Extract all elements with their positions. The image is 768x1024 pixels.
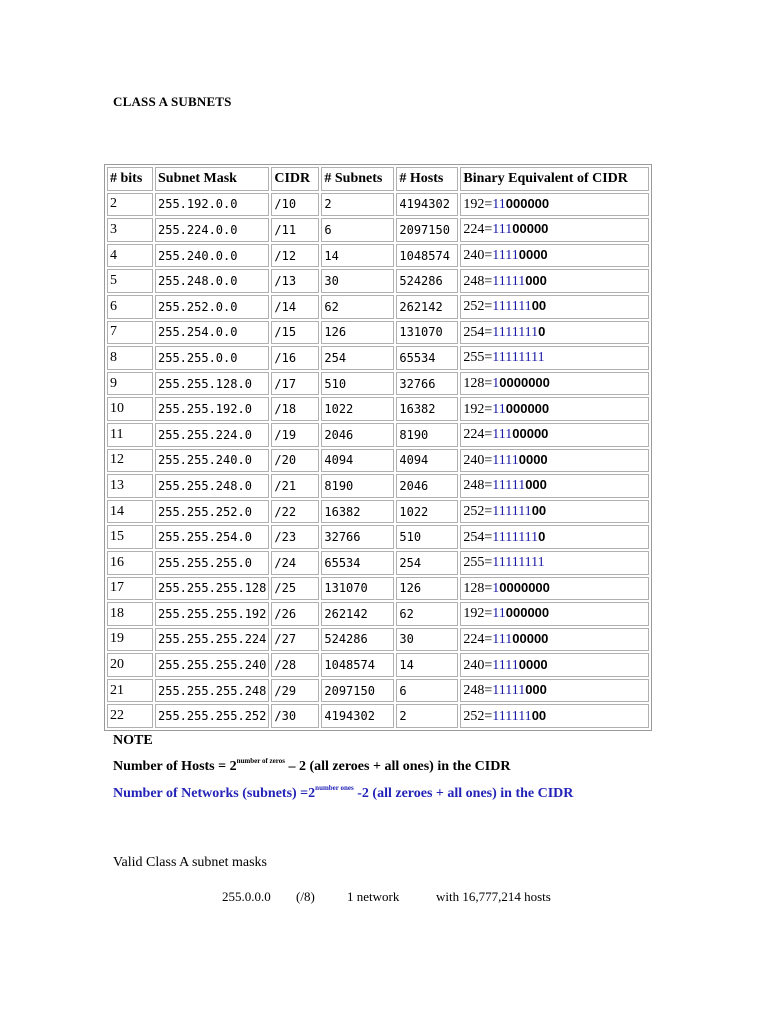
note-heading: NOTE [113,733,153,748]
binary-prefix: 192= [463,196,493,212]
binary-prefix: 252= [463,708,493,724]
cell-binary [460,372,649,396]
page-title: CLASS A SUBNETS [113,94,232,109]
cell-subnets: 6 [321,218,394,242]
binary-ones: 1111111 [492,324,539,340]
cell-subnets: 2 [321,193,394,217]
cell-bits: 19 [107,628,153,652]
cell-hosts: 4194302 [396,193,458,217]
cell-hosts: 1048574 [396,244,458,268]
binary-prefix: 240= [463,657,493,673]
cell-binary [460,525,649,549]
cell-binary [460,346,649,370]
networks-formula-exponent: number ones [315,784,354,792]
binary-ones: 1111 [492,657,519,673]
cell-cidr: /22 [271,500,319,524]
table-row [107,628,649,652]
valid-networks: 1 network [347,889,400,904]
cell-cidr: /26 [271,602,319,626]
cell-bits: 11 [107,423,153,447]
cell-bits: 17 [107,577,153,601]
cell-subnet-mask: 255.255.255.248 [155,679,269,703]
header-subnet-mask: Subnet Mask [155,167,269,191]
binary-zeros: 0 [538,528,546,544]
cell-subnet-mask: 255.255.224.0 [155,423,269,447]
cell-cidr: /19 [271,423,319,447]
cell-bits: 9 [107,372,153,396]
binary-zeros: 0 [538,323,546,339]
header-subnets: # Subnets [321,167,394,191]
binary-ones: 1111111 [492,529,539,545]
cell-cidr: /28 [271,653,319,677]
cell-hosts: 510 [396,525,458,549]
cell-cidr: /11 [271,218,319,242]
cell-subnet-mask: 255.255.255.240 [155,653,269,677]
binary-ones: 111111 [492,708,532,724]
cell-binary [460,577,649,601]
table-row [107,244,649,268]
binary-ones: 11111111 [492,555,545,571]
binary-prefix: 255= [463,555,493,571]
header-binary: Binary Equivalent of CIDR [460,167,649,191]
binary-ones: 111111 [492,504,532,520]
cell-subnets: 65534 [321,551,394,575]
binary-prefix: 240= [463,452,493,468]
cell-cidr: /29 [271,679,319,703]
binary-zeros: 0000 [518,247,548,263]
binary-zeros: 000 [525,477,547,493]
cell-binary [460,653,649,677]
table-row [107,653,649,677]
binary-prefix: 255= [463,350,493,366]
table-row [107,397,649,421]
cell-cidr: /24 [271,551,319,575]
table-row [107,679,649,703]
binary-zeros: 00 [531,707,547,723]
cell-binary [460,500,649,524]
cell-bits: 10 [107,397,153,421]
cell-hosts: 126 [396,577,458,601]
binary-ones: 11 [492,401,506,417]
cell-binary [460,269,649,293]
binary-zeros: 00000 [512,221,549,237]
cell-subnets: 510 [321,372,394,396]
binary-ones: 1111 [492,452,519,468]
cell-hosts: 2046 [396,474,458,498]
cell-binary [460,193,649,217]
binary-ones: 111 [492,222,513,238]
cell-cidr: /15 [271,321,319,345]
cell-bits: 6 [107,295,153,319]
cell-bits: 22 [107,704,153,728]
cell-subnet-mask: 255.255.240.0 [155,449,269,473]
cell-bits: 7 [107,321,153,345]
cell-subnet-mask: 255.255.192.0 [155,397,269,421]
binary-zeros: 000000 [505,195,550,211]
cell-cidr: /10 [271,193,319,217]
table-row [107,423,649,447]
cell-bits: 15 [107,525,153,549]
cell-subnets: 262142 [321,602,394,626]
cell-binary [460,679,649,703]
cell-subnets: 62 [321,295,394,319]
binary-ones: 1111 [492,248,519,264]
networks-formula [113,784,573,802]
cell-subnets: 254 [321,346,394,370]
cell-hosts: 14 [396,653,458,677]
table-row [107,295,649,319]
cell-subnets: 1048574 [321,653,394,677]
cell-bits: 4 [107,244,153,268]
cell-binary [460,423,649,447]
table-header-row [107,167,649,191]
binary-prefix: 252= [463,504,493,520]
cell-bits: 13 [107,474,153,498]
binary-ones: 11111 [492,478,526,494]
cell-cidr: /12 [271,244,319,268]
cell-binary [460,474,649,498]
cell-subnet-mask: 255.255.248.0 [155,474,269,498]
binary-prefix: 192= [463,401,493,417]
table-row [107,577,649,601]
cell-bits: 20 [107,653,153,677]
cell-hosts: 16382 [396,397,458,421]
binary-prefix: 248= [463,273,493,289]
cell-hosts: 8190 [396,423,458,447]
cell-hosts: 30 [396,628,458,652]
cell-cidr: /23 [271,525,319,549]
header-cidr: CIDR [271,167,319,191]
valid-cidr: (/8) [296,889,315,904]
binary-prefix: 254= [463,324,493,340]
cell-hosts: 254 [396,551,458,575]
binary-ones: 111111 [492,299,532,315]
networks-formula-lead: Number of Networks (subnets) =2 [113,786,316,801]
binary-zeros: 00 [531,298,547,314]
cell-hosts: 1022 [396,500,458,524]
cell-cidr: /30 [271,704,319,728]
cell-cidr: /27 [271,628,319,652]
cell-subnet-mask: 255.255.128.0 [155,372,269,396]
binary-zeros: 0000000 [499,375,550,391]
table-row [107,704,649,728]
binary-prefix: 254= [463,529,493,545]
cell-subnet-mask: 255.240.0.0 [155,244,269,268]
cell-subnet-mask: 255.255.255.0 [155,551,269,575]
binary-zeros: 000000 [505,400,550,416]
cell-subnet-mask: 255.192.0.0 [155,193,269,217]
cell-subnets: 16382 [321,500,394,524]
cell-cidr: /25 [271,577,319,601]
table-row [107,218,649,242]
cell-hosts: 524286 [396,269,458,293]
cell-bits: 12 [107,449,153,473]
binary-zeros: 000000 [505,605,550,621]
cell-cidr: /17 [271,372,319,396]
cell-subnets: 2046 [321,423,394,447]
cell-cidr: /14 [271,295,319,319]
cell-hosts: 65534 [396,346,458,370]
cell-subnet-mask: 255.224.0.0 [155,218,269,242]
binary-prefix: 128= [463,580,493,596]
cell-subnet-mask: 255.255.0.0 [155,346,269,370]
hosts-formula [113,751,511,774]
cell-bits: 18 [107,602,153,626]
cell-binary [460,449,649,473]
cell-subnets: 32766 [321,525,394,549]
binary-zeros: 00000 [512,630,549,646]
binary-prefix: 224= [463,631,493,647]
valid-mask: 255.0.0.0 [222,889,271,904]
binary-zeros: 000 [525,272,547,288]
cell-cidr: /13 [271,269,319,293]
table-row [107,269,649,293]
cell-subnet-mask: 255.248.0.0 [155,269,269,293]
cell-bits: 2 [107,193,153,217]
cell-subnets: 524286 [321,628,394,652]
binary-prefix: 240= [463,248,493,264]
cell-subnets: 30 [321,269,394,293]
binary-ones: 11 [492,196,506,212]
cell-subnets: 1022 [321,397,394,421]
cell-hosts: 32766 [396,372,458,396]
binary-prefix: 248= [463,478,493,494]
binary-ones: 11111 [492,273,526,289]
binary-prefix: 224= [463,222,493,238]
cell-hosts: 6 [396,679,458,703]
cell-subnets: 14 [321,244,394,268]
cell-binary [460,551,649,575]
cell-cidr: /21 [271,474,319,498]
cell-hosts: 2 [396,704,458,728]
cell-subnets: 8190 [321,474,394,498]
cell-bits: 14 [107,500,153,524]
cell-hosts: 2097150 [396,218,458,242]
cell-hosts: 262142 [396,295,458,319]
binary-prefix: 192= [463,606,493,622]
hosts-formula-lead: Number of Hosts = 2 [113,759,237,774]
binary-ones: 111 [492,427,513,443]
cell-bits: 8 [107,346,153,370]
binary-ones: 11 [492,606,506,622]
table-row [107,193,649,217]
table-row [107,551,649,575]
note-block [113,731,511,774]
binary-zeros: 0000000 [499,579,550,595]
table-row [107,525,649,549]
cell-subnets: 126 [321,321,394,345]
hosts-formula-tail: – 2 (all zeroes + all ones) in the CIDR [284,759,511,774]
cell-hosts: 131070 [396,321,458,345]
cell-subnets: 2097150 [321,679,394,703]
table-row [107,372,649,396]
binary-ones: 11111111 [492,350,545,366]
cell-subnet-mask: 255.255.252.0 [155,500,269,524]
binary-prefix: 248= [463,683,493,699]
cell-subnet-mask: 255.255.255.252 [155,704,269,728]
table-row [107,449,649,473]
binary-zeros: 000 [525,682,547,698]
binary-prefix: 252= [463,299,493,315]
cell-bits: 16 [107,551,153,575]
cell-subnets: 131070 [321,577,394,601]
binary-ones: 1 [492,580,500,596]
cell-cidr: /16 [271,346,319,370]
cell-subnet-mask: 255.255.255.224 [155,628,269,652]
cell-subnets: 4094 [321,449,394,473]
binary-ones: 111 [492,631,513,647]
table-row [107,321,649,345]
binary-ones: 11111 [492,683,526,699]
binary-prefix: 128= [463,376,493,392]
binary-zeros: 0000 [518,656,548,672]
cell-binary [460,321,649,345]
networks-formula-tail: -2 (all zeroes + all ones) in the CIDR [353,786,574,801]
binary-zeros: 0000 [518,451,548,467]
binary-zeros: 00000 [512,426,549,442]
table-row [107,500,649,524]
cell-binary [460,244,649,268]
cell-subnet-mask: 255.255.254.0 [155,525,269,549]
table-row [107,602,649,626]
cell-cidr: /20 [271,449,319,473]
valid-hosts: with 16,777,214 hosts [436,889,551,904]
valid-masks-title: Valid Class A subnet masks [113,855,268,870]
cell-hosts: 4094 [396,449,458,473]
header-bits: # bits [107,167,153,191]
cell-bits: 21 [107,679,153,703]
cell-binary [460,628,649,652]
cell-binary [460,704,649,728]
cell-hosts: 62 [396,602,458,626]
cell-subnet-mask: 255.255.255.128 [155,577,269,601]
header-hosts: # Hosts [396,167,458,191]
cell-binary [460,602,649,626]
cell-binary [460,295,649,319]
cell-cidr: /18 [271,397,319,421]
cell-bits: 5 [107,269,153,293]
cell-subnet-mask: 255.252.0.0 [155,295,269,319]
cell-binary [460,397,649,421]
cell-bits: 3 [107,218,153,242]
table-row [107,346,649,370]
table-row [107,474,649,498]
binary-ones: 1 [492,376,500,392]
subnet-table [104,164,652,731]
hosts-formula-exponent: number of zeros [236,757,285,765]
binary-prefix: 224= [463,427,493,443]
cell-subnets: 4194302 [321,704,394,728]
cell-subnet-mask: 255.255.255.192 [155,602,269,626]
cell-binary [460,218,649,242]
cell-subnet-mask: 255.254.0.0 [155,321,269,345]
binary-zeros: 00 [531,503,547,519]
